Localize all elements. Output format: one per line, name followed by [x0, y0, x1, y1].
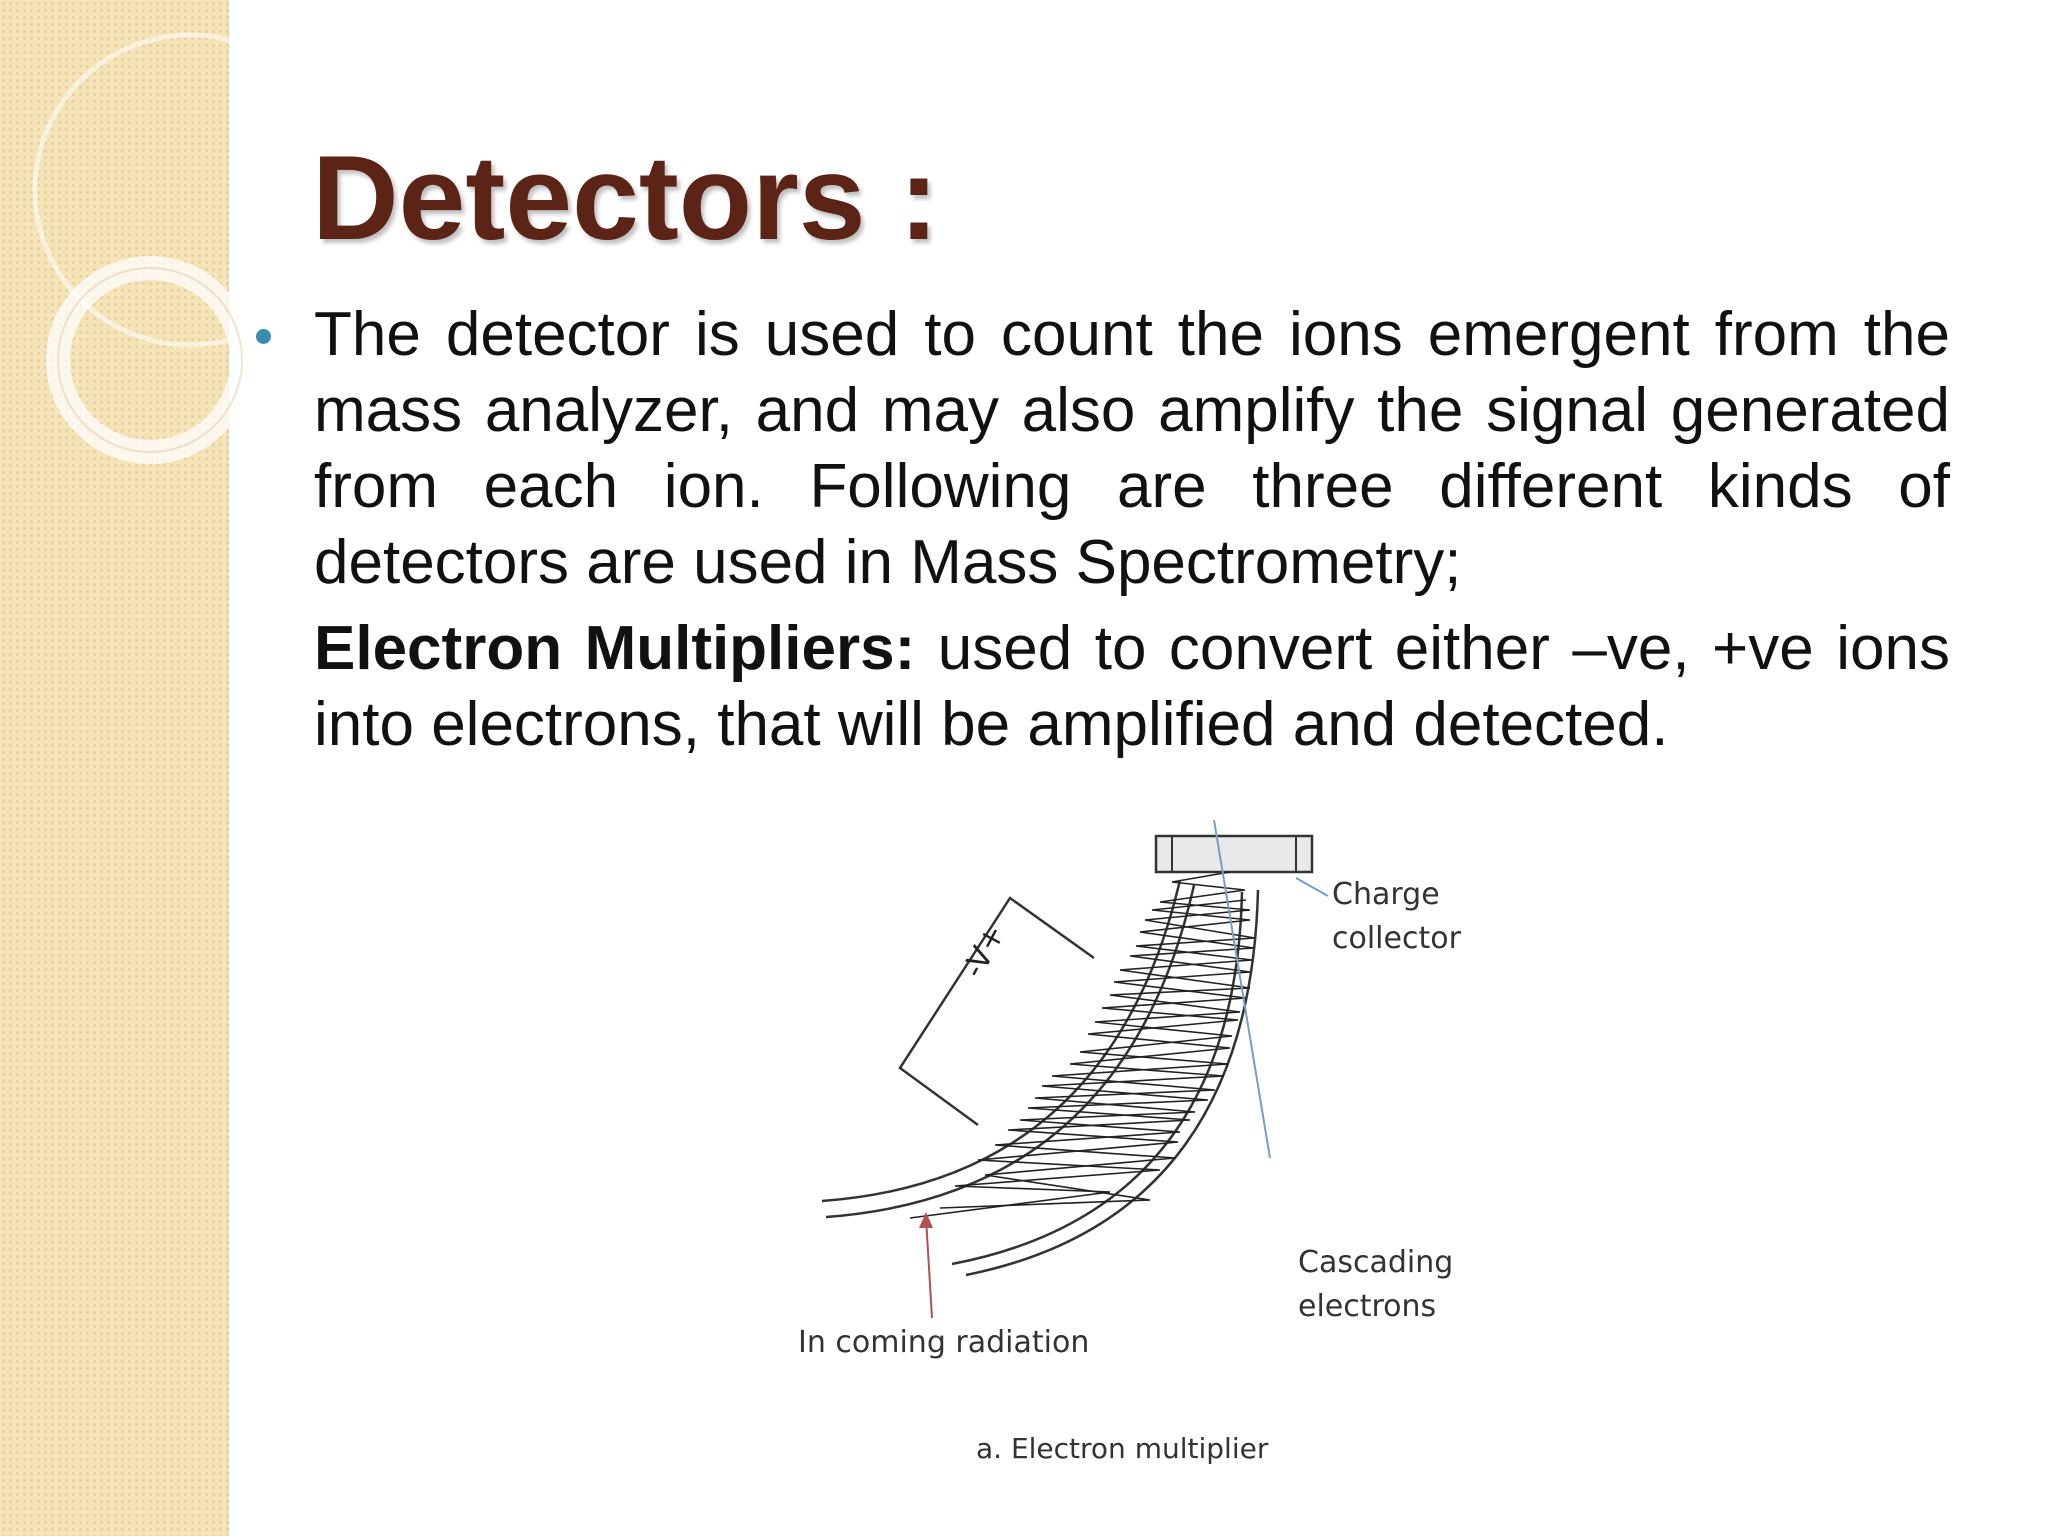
electron-multiplier-diagram: [780, 820, 1520, 1500]
slide-title: Detectors :: [312, 131, 939, 265]
label-charge-line2: collector: [1332, 921, 1461, 956]
inner-dynode: [822, 880, 1180, 1201]
bullet-text: The detector is used to count the ions emergent from the mass analyzer, and may also amplify the signal generated from each ion. Following are three different kinds of detectors are used in Mass Spectrometry;: [314, 300, 1950, 597]
subpoint-description: used to convert either –ve, +ve ions into electrons, that will be amplified and detected.: [314, 614, 1950, 759]
subpoint-text: [314, 611, 1950, 763]
bullet-dot-icon: [256, 329, 271, 344]
voltage-label: -V+: [956, 918, 1013, 984]
decorative-circles: [0, 0, 260, 520]
figure-caption: a. Electron multiplier: [976, 1432, 1269, 1465]
incoming-arrowhead-icon: [919, 1212, 933, 1228]
charge-collector-block: [1156, 836, 1312, 872]
label-cascade-line2: electrons: [1298, 1289, 1437, 1324]
label-incoming-radiation: In coming radiation: [798, 1325, 1090, 1360]
charge-collector-pointer: [1296, 878, 1328, 896]
incoming-radiation-pointer: [926, 1218, 932, 1318]
label-charge-line1: Charge: [1332, 877, 1440, 912]
label-cascade-line1: Cascading: [1298, 1245, 1454, 1280]
subpoint-term: Electron Multipliers:: [314, 614, 916, 683]
